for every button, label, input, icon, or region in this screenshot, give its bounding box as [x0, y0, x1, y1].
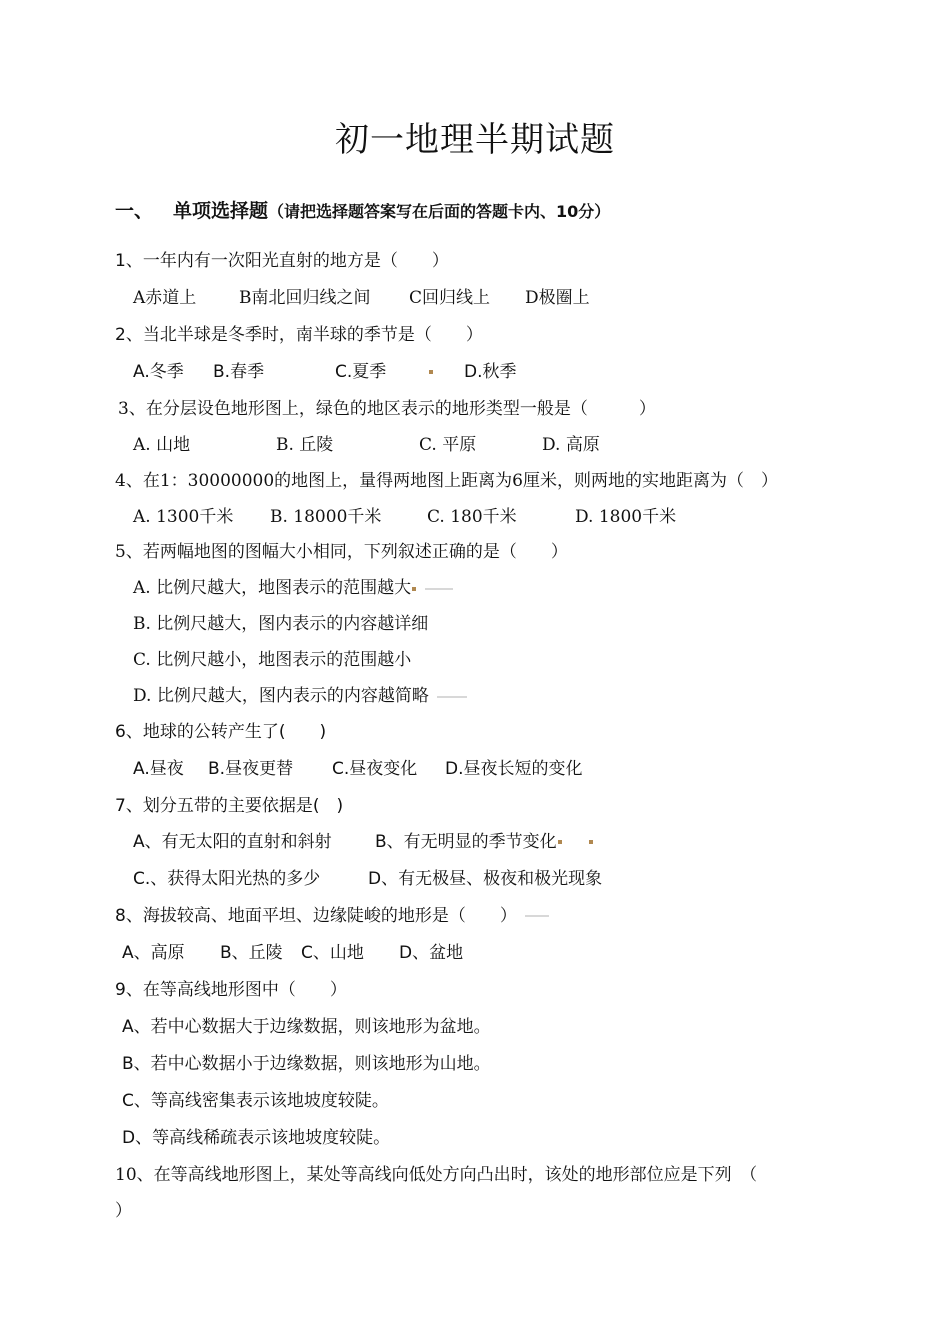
option-5c: C. 比例尺越小，地图表示的范围越小	[133, 650, 412, 670]
option-2a: A.冬季	[133, 362, 184, 382]
question-option-5a	[133, 577, 453, 599]
option-6d: D.昼夜长短的变化	[445, 759, 583, 779]
option-7d: D、有无极昼、极夜和极光现象	[368, 869, 603, 889]
question-options-3	[133, 434, 600, 456]
option-1b: B南北回归线之间	[239, 288, 371, 308]
option-5a: A. 比例尺越大，地图表示的范围越大	[133, 578, 412, 598]
question-stem-10: 10、在等高线地形图上，某处等高线向低处方向凸出时，该处的地形部位应是下列 （	[115, 1165, 758, 1185]
option-2b: B.春季	[213, 362, 265, 382]
option-5d: D. 比例尺越大，图内表示的内容越简略	[133, 686, 429, 706]
option-8d: D、盆地	[399, 943, 464, 963]
question-stem-2: 2、当北半球是冬季时，南半球的季节是（ ）	[115, 325, 483, 345]
question-options-8	[122, 942, 463, 964]
artifact-mark	[589, 840, 593, 844]
option-7a: A、有无太阳的直射和斜射	[133, 832, 332, 852]
section-title: 单项选择题	[173, 200, 269, 222]
option-4b: B. 18000千米	[270, 507, 382, 527]
artifact-line	[525, 915, 549, 917]
option-4d: D. 1800千米	[575, 507, 677, 527]
option-3d: D. 高原	[542, 435, 600, 455]
option-8a: A、高原	[122, 943, 185, 963]
option-7b: B、有无明显的季节变化	[375, 832, 557, 852]
option-8b: B、丘陵	[220, 943, 283, 963]
question-stem-5: 5、若两幅地图的图幅大小相同，下列叙述正确的是（ ）	[115, 542, 568, 562]
option-9a: A、若中心数据大于边缘数据，则该地形为盆地。	[122, 1017, 491, 1037]
option-4a: A. 1300千米	[133, 507, 234, 527]
option-2d: D.秋季	[464, 362, 517, 382]
question-options-7a	[133, 831, 594, 853]
option-6b: B.昼夜更替	[208, 759, 294, 779]
question-stem-9: 9、在等高线地形图中（ ）	[115, 980, 347, 1000]
option-8c: C、山地	[301, 943, 364, 963]
question-stem-8-text: 8、海拔较高、地面平坦、边缘陡峻的地形是（ ）	[115, 906, 517, 926]
question-stem-4: 4、在1：30000000的地图上，量得两地图上距离为6厘米，则两地的实地距离为（ ）	[115, 471, 778, 491]
option-3b: B. 丘陵	[276, 435, 334, 455]
question-stem-3: 3、在分层设色地形图上，绿色的地区表示的地形类型一般是（ ）	[118, 399, 656, 419]
artifact-line	[425, 588, 453, 590]
option-9b: B、若中心数据小于边缘数据，则该地形为山地。	[122, 1054, 491, 1074]
option-3a: A. 山地	[133, 435, 191, 455]
section-note: （请把选择题答案写在后面的答题卡内、10分）	[268, 202, 611, 221]
artifact-mark	[429, 370, 433, 374]
option-7c: C.、获得太阳光热的多少	[133, 869, 321, 889]
option-1d: D极圈上	[525, 288, 590, 308]
question-options-2	[133, 361, 517, 383]
question-options-6	[133, 758, 583, 780]
option-1c: C回归线上	[409, 288, 491, 308]
question-option-5d	[133, 685, 467, 707]
question-stem-10-cont: ）	[115, 1201, 132, 1221]
question-options-4	[133, 506, 676, 528]
artifact-line	[437, 696, 467, 698]
question-stem-6: 6、地球的公转产生了( )	[115, 722, 327, 742]
question-stem-8	[115, 905, 549, 927]
option-5b: B. 比例尺越大，图内表示的内容越详细	[133, 614, 429, 634]
option-9d: D、等高线稀疏表示该地坡度较陡。	[122, 1128, 391, 1148]
question-options-1	[133, 287, 590, 309]
page-title: 初一地理半期试题	[335, 120, 615, 160]
option-2c: C.夏季	[335, 362, 387, 382]
option-6c: C.昼夜变化	[332, 759, 418, 779]
section-number: 一、	[115, 200, 154, 222]
option-9c: C、等高线密集表示该地坡度较陡。	[122, 1091, 389, 1111]
artifact-mark	[558, 840, 562, 844]
question-stem-7: 7、划分五带的主要依据是( )	[115, 796, 344, 816]
question-stem-1: 1、一年内有一次阳光直射的地方是（ ）	[115, 251, 449, 271]
option-1a: A赤道上	[133, 288, 197, 308]
option-3c: C. 平原	[419, 435, 477, 455]
question-options-7b	[133, 868, 602, 890]
artifact-mark	[412, 587, 416, 591]
option-6a: A.昼夜	[133, 759, 184, 779]
section-heading	[115, 196, 610, 223]
option-4c: C. 180千米	[427, 507, 517, 527]
